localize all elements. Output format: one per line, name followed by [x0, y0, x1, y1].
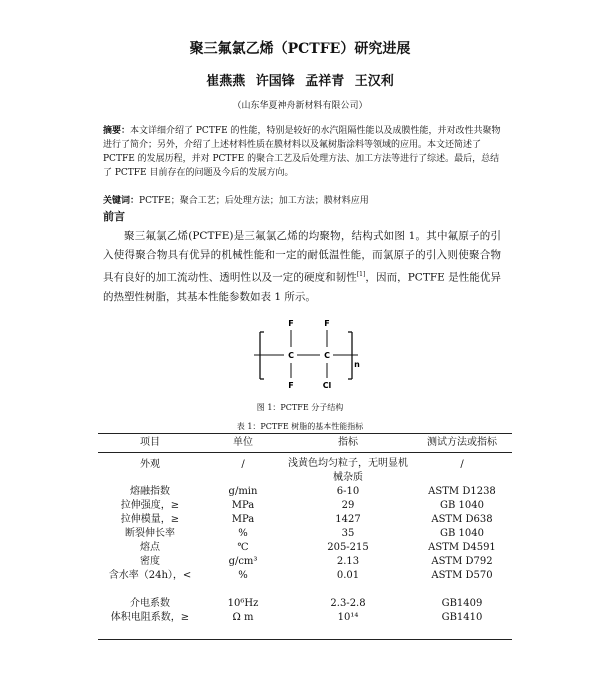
subscript-n: n [354, 360, 360, 369]
keywords-label: 关键词： [103, 196, 140, 206]
table-row [98, 513, 512, 527]
table-cell-value: 浅黄色均匀粒子，无明显机械杂质 [288, 458, 408, 483]
table-cell-unit: 10⁶Hz [227, 598, 259, 609]
table-cell-method: GB1409 [441, 598, 483, 609]
table-cell-unit: ℃ [237, 542, 249, 553]
table-cell-item: 介电系数 [130, 598, 170, 609]
table-cell-method: ASTM D570 [431, 570, 493, 581]
abstract-text: 本文详细介绍了 PCTFE 的性能，特别是较好的水汽阻隔性能以及成膜性能，并对改性共聚物进行了简介；另外，介绍了上述材料性质在膜材料以及氟树脂涂料等领域的应用。本文还简述了 PCTFE 的发展历程，并对 PCTFE 的聚合工艺及后处理方法、加工方法等进行了综述。最后，总结了 PCTFE 目前存在的问题及今后的发展方向。 [103, 126, 501, 178]
table-cell-value: 10¹⁴ [337, 612, 359, 623]
table-cell-value: 2.3-2.8 [330, 598, 366, 609]
table-cell-value: 1427 [335, 514, 361, 525]
table-cell-value: 29 [341, 500, 355, 511]
intro-text-part2: ，因而，PCTFE 是性能优异的热塑性树脂，其基本性能参数如表 1 所示。 [103, 271, 502, 303]
table-cell-item: 熔融指数 [130, 486, 170, 497]
table-cell-unit: / [241, 459, 245, 470]
atom-f-2: F [324, 319, 330, 328]
table-row [98, 611, 512, 639]
table-cell-item: 密度 [140, 556, 160, 567]
table-cell-unit: g/min [228, 486, 258, 497]
paper-title: 聚三氟氯乙烯（PCTFE）研究进展 [189, 41, 411, 57]
figure-caption: 图 1：PCTFE 分子结构 [256, 403, 344, 412]
table-cell-item: 含水率（24h），< [108, 570, 192, 581]
table-cell-unit: MPa [231, 514, 255, 525]
keywords [103, 193, 369, 206]
table-cell-value: 6-10 [336, 486, 360, 497]
molecular-structure [253, 315, 363, 395]
table-caption: 表 1：PCTFE 树脂的基本性能指标 [236, 422, 364, 431]
table-cell-method: ASTM D638 [431, 514, 493, 525]
table-cell-method: GB 1040 [440, 500, 484, 511]
table-cell-value: 35 [341, 528, 355, 539]
atom-f-1: F [288, 319, 294, 328]
column-header: 项目 [140, 437, 160, 448]
table-cell-unit: MPa [231, 500, 255, 511]
table-row [98, 569, 512, 597]
atom-c-1: C [288, 351, 294, 360]
intro-paragraph [103, 227, 501, 307]
table-header-row [98, 434, 512, 453]
table-cell-method: / [460, 459, 464, 470]
column-header: 测试方法或指标 [427, 437, 497, 448]
table-cell-method: GB1410 [441, 612, 483, 623]
abstract [103, 124, 501, 180]
table-row [98, 527, 512, 541]
table-cell-method: ASTM D1238 [428, 486, 496, 497]
table-cell-method: GB 1040 [440, 528, 484, 539]
table-cell-unit: Ω m [232, 612, 254, 623]
properties-table [98, 433, 512, 640]
affiliation: （山东华夏神舟新材料有限公司） [232, 101, 368, 111]
keywords-text: PCTFE；聚合工艺；后处理方法；加工方法；膜材料应用 [139, 196, 369, 206]
table-row [98, 453, 512, 486]
column-header: 指标 [338, 437, 358, 448]
intro-text-part1: 聚三氟氯乙烯(PCTFE)是三氟氯乙烯的均聚物，结构式如图 1。其中氟原子的引入使得聚合物具有优异的机械性能和一定的耐低温性能，而氯原子的引入则使聚合物具有良好的加工流动性、透明性以及一定的硬度和韧性 [103, 230, 501, 284]
table-row [98, 541, 512, 555]
abstract-label: 摘要： [103, 126, 131, 136]
table-row [98, 555, 512, 569]
table-row [98, 597, 512, 611]
table-cell-item: 拉伸强度，≥ [120, 500, 180, 511]
atom-f-3: F [288, 381, 294, 390]
citation-ref: [1] [356, 271, 366, 278]
atom-cl: Cl [322, 381, 332, 390]
table-body [98, 453, 512, 640]
table-cell-method: ASTM D792 [431, 556, 493, 567]
table-cell-item: 熔点 [140, 542, 160, 553]
author-list: 崔燕燕 许国锋 孟祥青 王汉利 [206, 74, 394, 89]
table-cell-unit: g/cm³ [228, 556, 258, 567]
column-header: 单位 [233, 437, 253, 448]
table-cell-unit: % [238, 528, 248, 539]
table-cell-value: 2.13 [336, 556, 360, 567]
table-row [98, 485, 512, 499]
table-cell-value: 0.01 [336, 570, 360, 581]
table-cell-item: 断裂伸长率 [125, 528, 175, 539]
table-cell-item: 外观 [140, 459, 160, 470]
table-cell-item: 体积电阻系数，≥ [110, 612, 190, 623]
atom-c-2: C [324, 351, 330, 360]
table-cell-method: ASTM D4591 [428, 542, 496, 553]
table-row [98, 499, 512, 513]
table-cell-value: 205-215 [327, 542, 369, 553]
table-cell-item: 拉伸模量，≥ [120, 514, 180, 525]
table-cell-unit: % [238, 570, 248, 581]
section-heading-intro: 前言 [103, 210, 125, 223]
